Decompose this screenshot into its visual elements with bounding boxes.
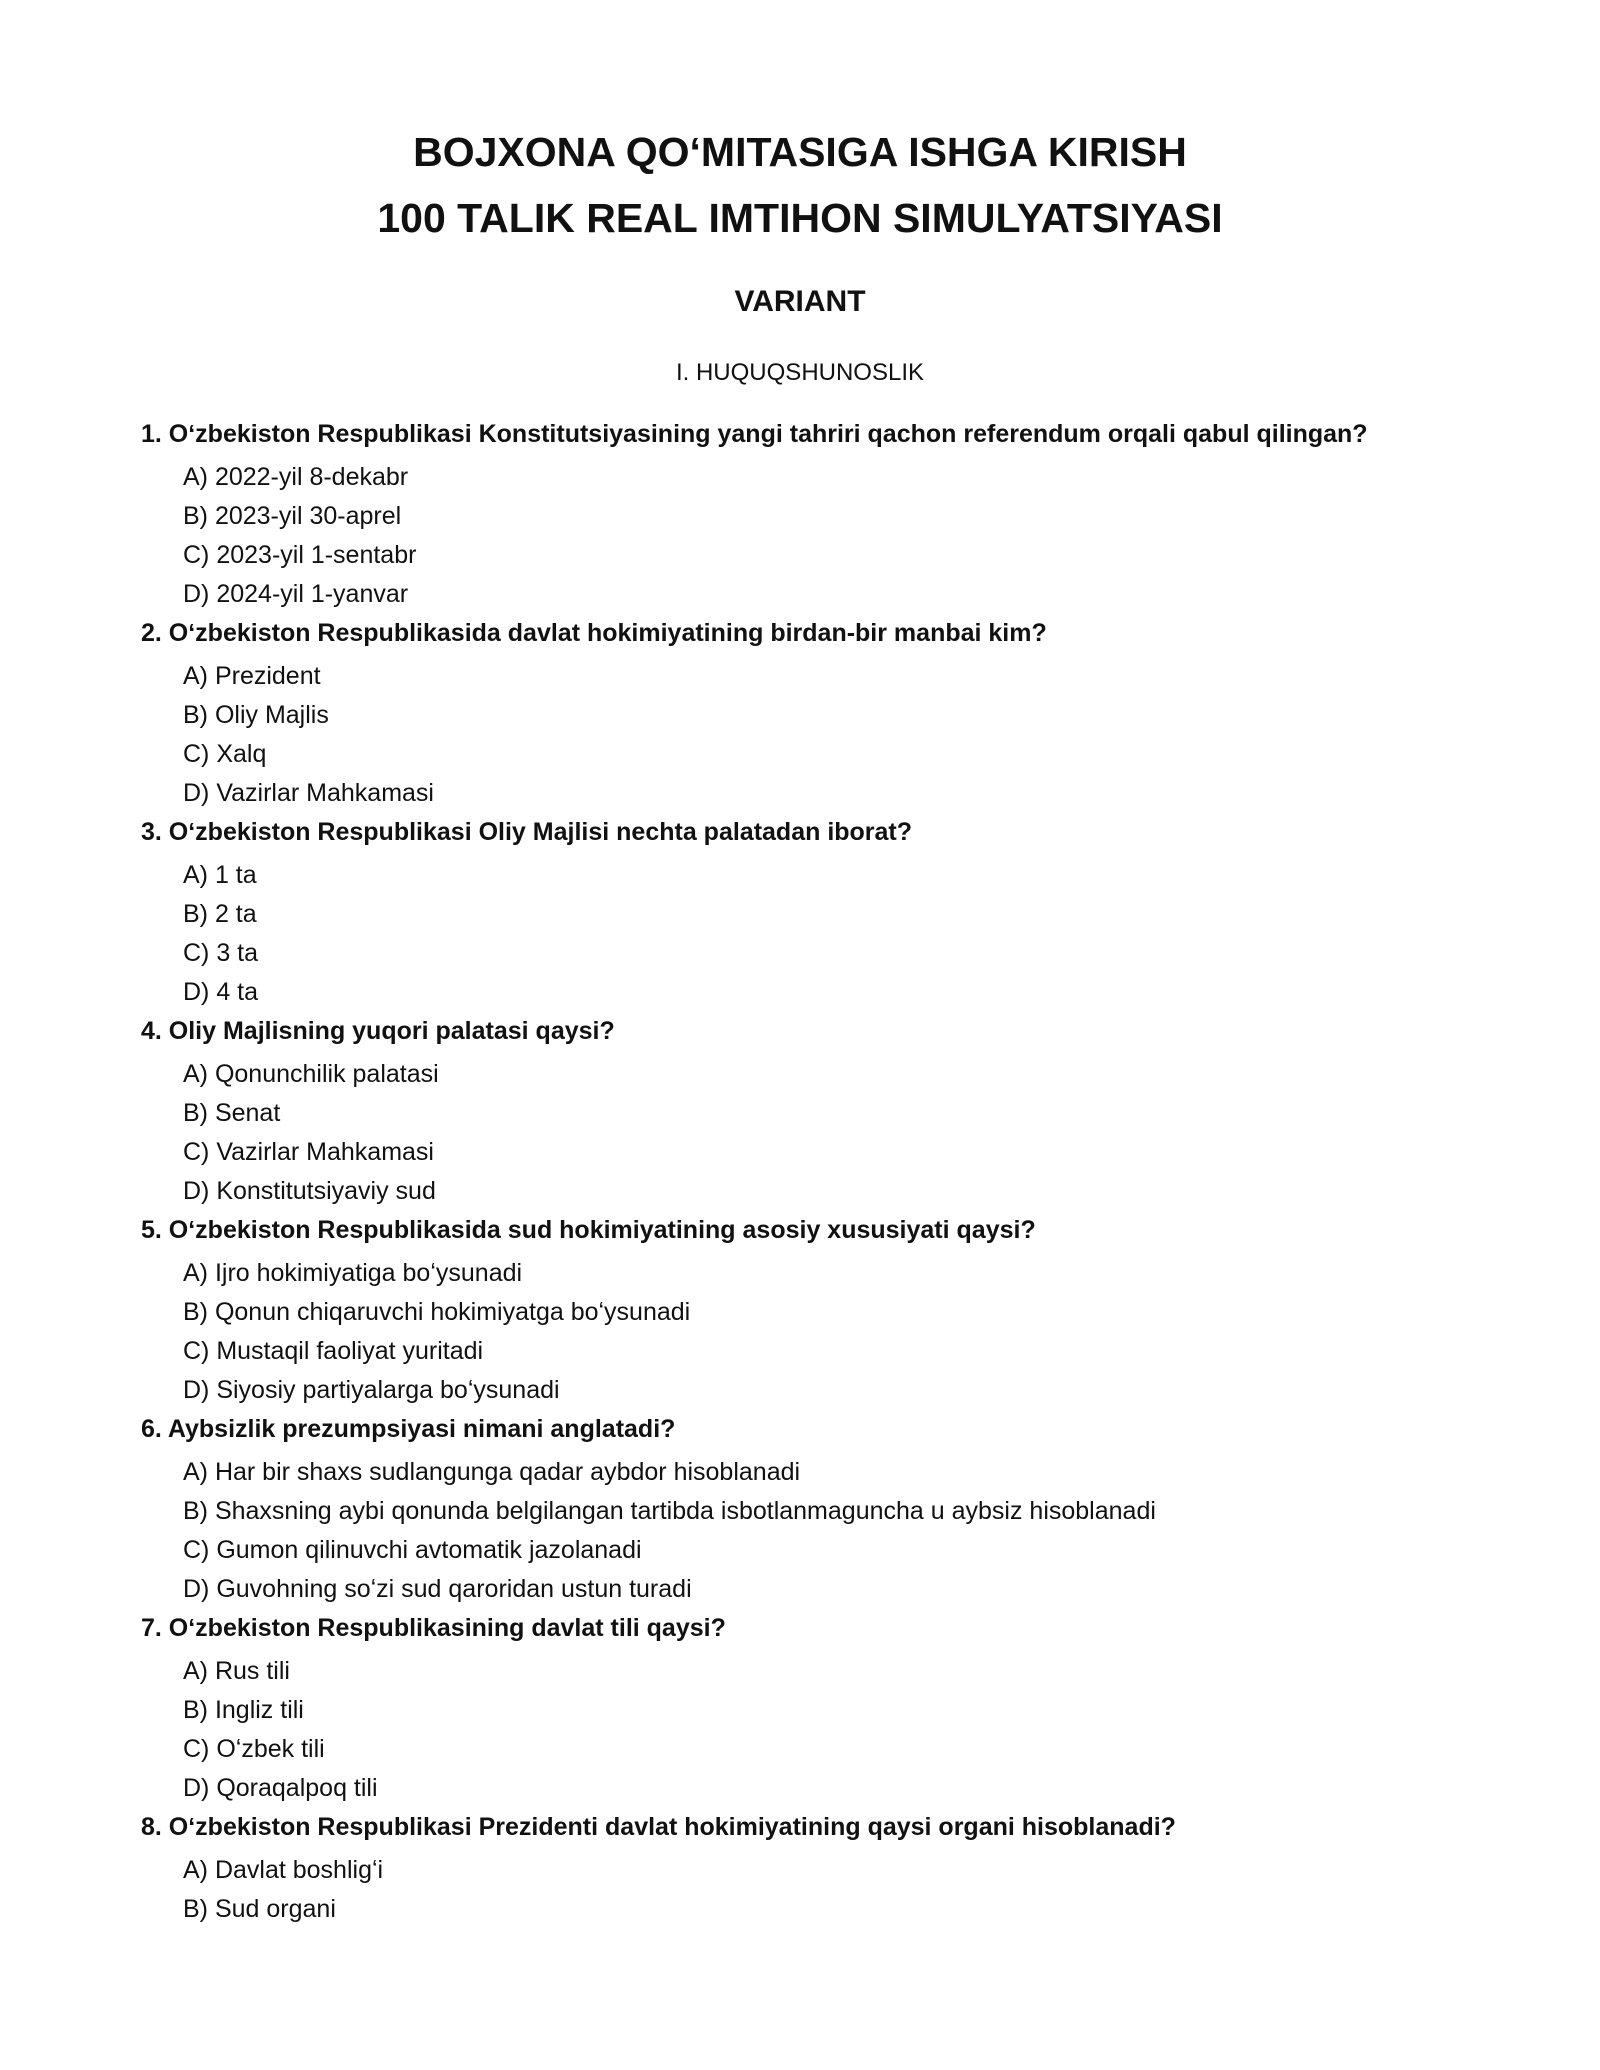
answer-option: D) Qoraqalpoq tili (183, 1774, 378, 1802)
question-text: 4. Oliy Majlisning yuqori palatasi qaysi? (141, 1017, 615, 1045)
question-5 (141, 1215, 1521, 1405)
document-title-line2: 100 TALIK REAL IMTIHON SIMULYATSIYASI (377, 195, 1223, 241)
answer-options (141, 1059, 1521, 1206)
answer-option: D) Siyosiy partiyalarga boʻysunadi (183, 1376, 560, 1404)
question-2 (141, 618, 1521, 808)
section-heading: I. HUQUQSHUNOSLIK (675, 359, 925, 386)
answer-option: D) Guvohning soʻzi sud qaroridan ustun turadi (183, 1575, 692, 1603)
answer-option: A) Har bir shaxs sudlangunga qadar aybdor hisoblanadi (183, 1458, 801, 1486)
question-8 (141, 1812, 1521, 1924)
answer-option: D) Konstitutsiyaviy sud (183, 1177, 436, 1205)
question-text: 3. Oʻzbekiston Respublikasi Oliy Majlisi nechta palatadan iborat? (141, 818, 913, 846)
answer-options (141, 1258, 1521, 1405)
answer-options (141, 1855, 1521, 1924)
answer-options (141, 1457, 1521, 1604)
answer-option: A) Ijro hokimiyatiga boʻysunadi (183, 1259, 523, 1287)
answer-option: B) 2 ta (183, 900, 257, 928)
answer-option: C) Mustaqil faoliyat yuritadi (183, 1337, 484, 1365)
answer-option: B) Shaxsning aybi qonunda belgilangan tartibda isbotlanmaguncha u aybsiz hisoblanadi (183, 1497, 1156, 1525)
answer-options (141, 1656, 1521, 1803)
answer-option: C) Xalq (183, 740, 267, 768)
answer-option: C) Gumon qilinuvchi avtomatik jazolanadi (183, 1536, 642, 1564)
question-6 (141, 1414, 1521, 1604)
question-3 (141, 817, 1521, 1007)
answer-option: A) Davlat boshligʻi (183, 1856, 384, 1884)
answer-option: C) 3 ta (183, 939, 259, 967)
answer-option: D) 4 ta (183, 978, 259, 1006)
question-text: 7. Oʻzbekiston Respublikasining davlat tili qaysi? (141, 1614, 726, 1642)
answer-options (141, 661, 1521, 808)
answer-option: A) 2022-yil 8-dekabr (183, 463, 409, 491)
variant-heading: VARIANT (734, 285, 866, 318)
question-7 (141, 1613, 1521, 1803)
answer-option: A) Rus tili (183, 1657, 290, 1685)
answer-option: B) Sud organi (183, 1895, 336, 1923)
answer-options (141, 462, 1521, 609)
answer-option: A) 1 ta (183, 861, 257, 889)
answer-option: A) Qonunchilik palatasi (183, 1060, 439, 1088)
answer-option: B) Oliy Majlis (183, 701, 329, 729)
answer-option: A) Prezident (183, 662, 321, 690)
question-list (141, 419, 1521, 1933)
answer-option: B) Qonun chiqaruvchi hokimiyatga boʻysunadi (183, 1298, 691, 1326)
question-text: 6. Aybsizlik prezumpsiyasi nimani anglatadi? (141, 1415, 676, 1443)
answer-option: C) 2023-yil 1-sentabr (183, 541, 417, 569)
answer-option: B) Ingliz tili (183, 1696, 304, 1724)
question-4 (141, 1016, 1521, 1206)
question-text: 8. Oʻzbekiston Respublikasi Prezidenti davlat hokimiyatining qaysi organi hisoblanadi? (141, 1813, 1176, 1841)
answer-option: B) Senat (183, 1099, 281, 1127)
question-text: 1. Oʻzbekiston Respublikasi Konstitutsiyasining yangi tahriri qachon referendum orqali qabul qilingan? (141, 420, 1368, 448)
answer-option: D) Vazirlar Mahkamasi (183, 779, 434, 807)
answer-option: C) Oʻzbek tili (183, 1735, 325, 1763)
answer-options (141, 860, 1521, 1007)
question-1 (141, 419, 1521, 609)
answer-option: B) 2023-yil 30-aprel (183, 502, 402, 530)
document-title-line1: BOJXONA QOʻMITASIGA ISHGA KIRISH (413, 129, 1187, 175)
question-text: 5. Oʻzbekiston Respublikasida sud hokimiyatining asosiy xususiyati qaysi? (141, 1216, 1036, 1244)
answer-option: D) 2024-yil 1-yanvar (183, 580, 409, 608)
question-text: 2. Oʻzbekiston Respublikasida davlat hokimiyatining birdan-bir manbai kim? (141, 619, 1047, 647)
answer-option: C) Vazirlar Mahkamasi (183, 1138, 434, 1166)
